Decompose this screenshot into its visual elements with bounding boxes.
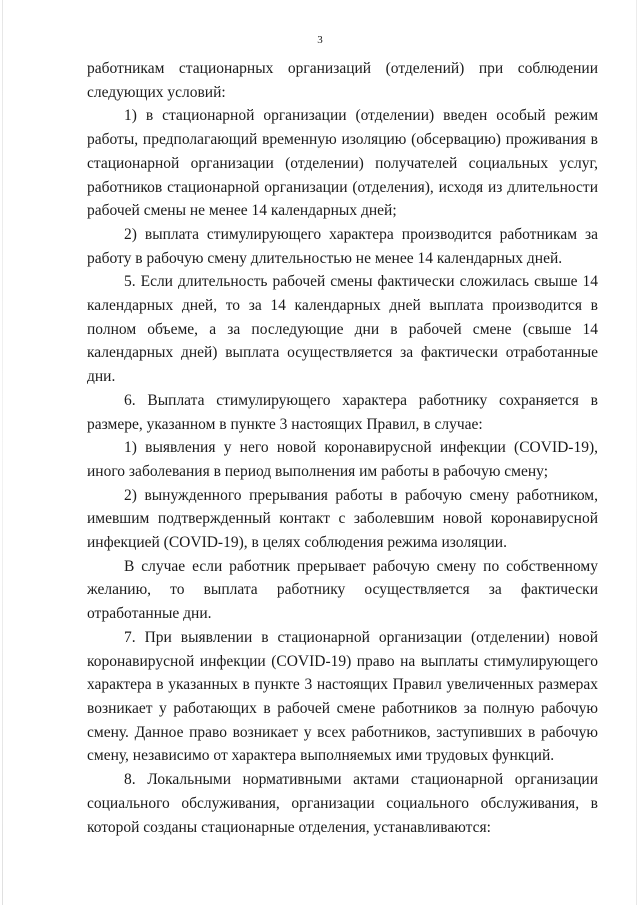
paragraph: 2) вынужденного прерывания работы в рабочую смену работником, имевшим подтвержденный контакт с заболевшим новой коронавирусной инфекцией (COVID-19), в целях соблюдения режима изоляции. — [87, 486, 598, 552]
paragraph: 2) выплата стимулирующего характера производится работникам за работу в рабочую смену длительностью не менее 14 календарных дней. — [87, 225, 598, 267]
page-number: 3 — [317, 34, 323, 46]
scan-edge-left — [2, 0, 3, 905]
scan-edge-right — [636, 0, 637, 905]
paragraph: 5. Если длительность рабочей смены фактически сложилась свыше 14 календарных дней, то за 14 календарных дней выплата производится в полном объеме, а за последующие дни в рабочей смене (свыше 14 календарных дней) выплата осуществляется за фактически отработанные дни. — [87, 273, 598, 386]
paragraph: 1) выявления у него новой коронавирусной инфекции (COVID-19), иного заболевания в период выполнения им работы в рабочую смену; — [87, 439, 598, 480]
paragraph: 8. Локальными нормативными актами стационарной организации социального обслуживания, организации социального обслуживания, в которой созданы стационарные отделения, устанавливаются: — [87, 771, 598, 836]
document-body — [87, 57, 598, 839]
paragraph: В случае если работник прерывает рабочую смену по собственному желанию, то выплата работнику осуществляется за фактически отработанные дни. — [87, 557, 598, 623]
paragraph: 7. При выявлении в стационарной организации (отделении) новой коронавирусной инфекции (COVID-19) право на выплаты стимулирующего характера в указанных в пункте 3 настоящих Правил увеличенных размерах возникает у работающих в рабочей смене работников за полную рабочую смену. Данное право возникает у всех работников, заступивших в рабочую смену, независимо от характера выполняемых ими трудовых функций. — [87, 628, 598, 765]
paragraph: 1) в стационарной организации (отделении) введен особый режим работы, предполагающий временную изоляцию (обсервацию) проживания в стационарной организации (отделении) получателей социальных услуг, работников стационарной организации (отделения), исходя из длительности рабочей смены не менее 14 календарных дней; — [87, 107, 598, 220]
paragraph: работникам стационарных организаций (отделений) при соблюдении следующих условий: — [87, 60, 598, 101]
paragraph: 6. Выплата стимулирующего характера работнику сохраняется в размере, указанном в пункте 3 настоящих Правил, в случае: — [87, 391, 598, 433]
